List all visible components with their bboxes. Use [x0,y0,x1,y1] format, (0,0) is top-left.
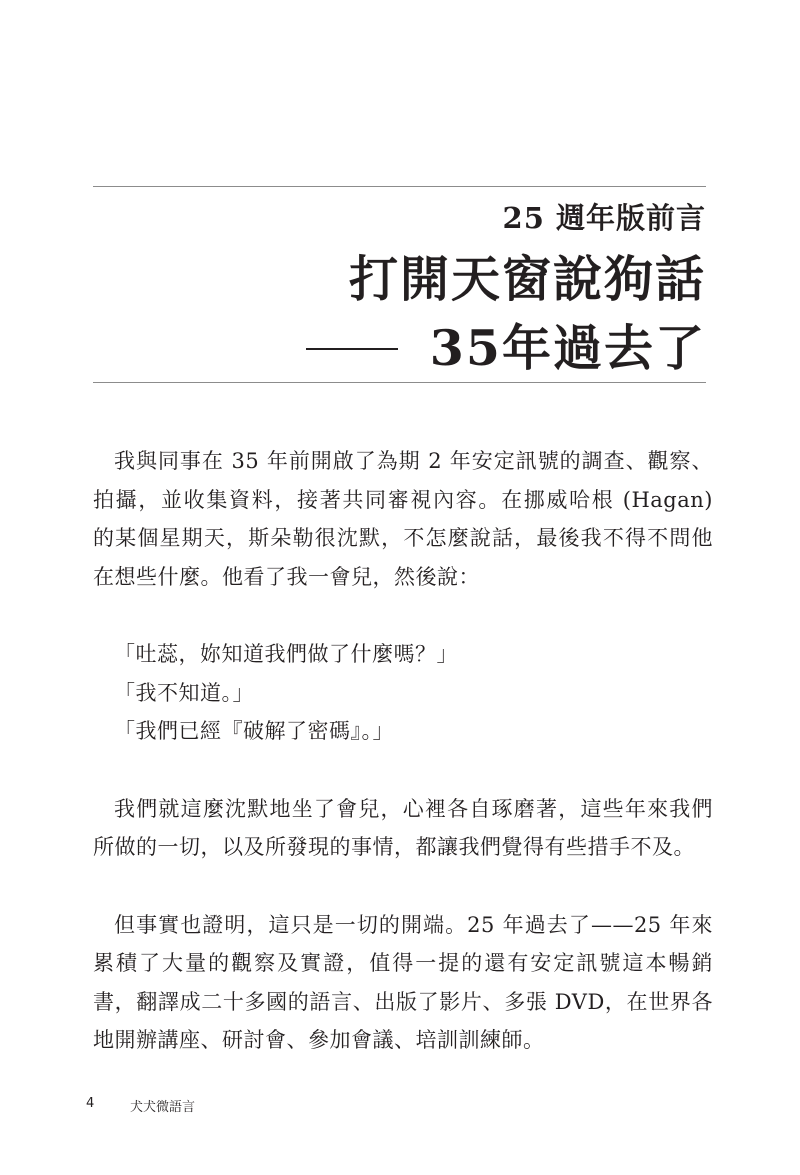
dialogue-line-3: 「我們已經『破解了密碼』。」 [114,719,394,743]
dialogue-line-2: 「我不知道。」 [114,680,254,705]
chapter-title-line-2 [306,310,706,380]
dialogue-line-1: 「吐蕊，妳知道我們做了什麼嗎？」 [114,642,458,666]
chapter-subtitle: 25 週年版前言 [502,201,706,235]
header-top-rule [93,186,706,187]
paragraph-3: 但事實也證明，這只是一切的開端。25 年過去了——25 年來累積了大量的觀察及實證，值得一提的還有安定訊號這本暢銷書，翻譯成二十多國的語言、出版了影片、多張 DVD，在世界各地開辦講座、研討會、參加會議、培訓訓練師。 [93,912,713,1052]
header-bottom-rule [93,382,706,383]
paragraph-gap [93,751,713,790]
chapter-title-line-2-text: 35年過去了 [429,319,706,377]
paragraph-2: 我們就這麼沈默地坐了會兒，心裡各自琢磨著，這些年來我們所做的一切，以及所發現的事情，都讓我們覺得有些措手不及。 [93,796,713,859]
paragraph-gap [93,596,713,635]
chapter-title-line-1: 打開天窗說狗話 [348,250,706,308]
running-book-title: 犬犬微語言 [130,1100,196,1115]
body-text [93,442,713,1060]
page-number: 4 [86,1096,95,1111]
em-dash-rule [306,348,398,350]
paragraph-gap [93,867,713,906]
paragraph-1: 我與同事在 35 年前開啟了為期 2 年安定訊號的調查、觀察、拍攝，並收集資料，接著共同審視內容。在挪威哈根 (Hagan) 的某個星期天，斯朵勒很沈默，不怎麼說話，最後我不得不問他在想些什麼。他看了我一會兒，然後說： [93,449,713,589]
